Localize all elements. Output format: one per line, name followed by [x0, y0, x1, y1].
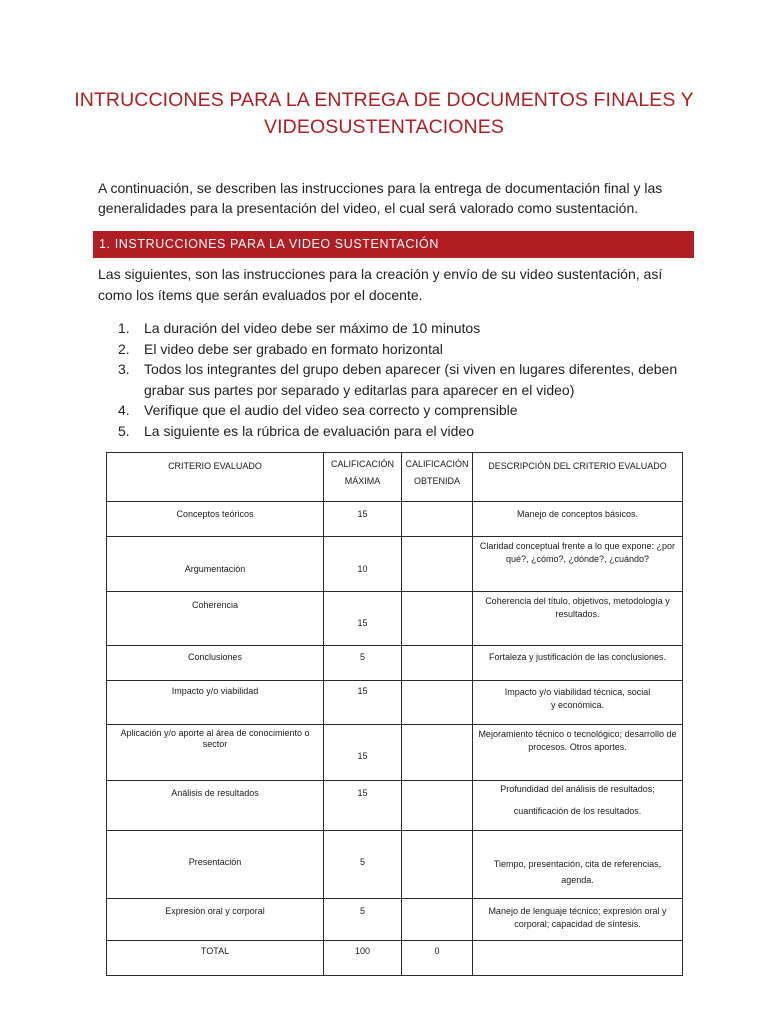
- cell-criterio: Argumentación: [107, 537, 324, 592]
- list-number: 2.: [118, 340, 130, 357]
- cell-criterio: Presentación: [107, 831, 324, 899]
- cell-total-label: TOTAL: [107, 941, 324, 976]
- cell-max: 5: [324, 646, 402, 681]
- cell-descripcion: Mejoramiento técnico o tecnológico; desarrollo de procesos. Otros aportes.: [473, 725, 683, 781]
- list-text: Todos los integrantes del grupo deben aparecer (si viven en lugares diferentes, deben grabar sus partes por separado y editarlas para aparecer en el video): [144, 361, 678, 398]
- cell-max: 15: [324, 502, 402, 537]
- header-descripcion: DESCRIPCIÓN DEL CRITERIO EVALUADO: [473, 453, 683, 502]
- cell-descripcion: Fortaleza y justificación de las conclusiones.: [473, 646, 683, 681]
- cell-max: 5: [324, 899, 402, 941]
- rubric-table: [106, 452, 683, 976]
- cell-max: 15: [324, 725, 402, 781]
- cell-criterio: Conceptos teóricos: [107, 502, 324, 537]
- table-header-row: [107, 453, 683, 502]
- cell-criterio: Coherencia: [107, 592, 324, 646]
- cell-descripcion: [473, 941, 683, 976]
- list-item: [118, 400, 698, 421]
- section-paragraph: Las siguientes, son las instrucciones para la creación y envío de su video sustentación, así como los ítems que serán evaluados por el docente.: [98, 266, 663, 303]
- cell-descripcion: Manejo de conceptos básicos.: [473, 502, 683, 537]
- cell-criterio: Conclusiones: [107, 646, 324, 681]
- cell-obtenida: [402, 781, 473, 831]
- list-text: Verifique que el audio del video sea correcto y comprensible: [144, 402, 518, 418]
- list-text: El video debe ser grabado en formato horizontal: [144, 340, 443, 357]
- cell-obtenida: [402, 646, 473, 681]
- header-calificacion-obtenida: CALIFICACIÓN OBTENIDA: [402, 453, 473, 502]
- cell-total-obtenida: 0: [402, 941, 473, 976]
- list-item: [118, 339, 698, 360]
- cell-max: 15: [324, 681, 402, 725]
- intro-paragraph: A continuación, se describen las instrucciones para la entrega de documentación final y las generalidades para la presentación del video, el cual será valorado como sustentación.: [98, 180, 663, 216]
- header-calificacion-maxima: CALIFICACIÓN MÁXIMA: [324, 453, 402, 502]
- cell-descripcion: Claridad conceptual frente a lo que expone: ¿por qué?, ¿cómo?, ¿dónde?, ¿cuándo?: [473, 537, 683, 592]
- title-line-1: INTRUCCIONES PARA LA ENTREGA DE DOCUMENTOS FINALES Y: [74, 89, 694, 111]
- list-item: [118, 318, 698, 339]
- list-item: [118, 421, 698, 442]
- list-number: 3.: [118, 361, 130, 377]
- cell-obtenida: [402, 502, 473, 537]
- cell-obtenida: [402, 899, 473, 941]
- cell-descripcion: Profundidad del análisis de resultados; cuantificación de los resultados.: [473, 781, 683, 831]
- title-line-2: VIDEOSUSTENTACIONES: [264, 116, 504, 138]
- table-row: [107, 781, 683, 831]
- cell-max: 10: [324, 537, 402, 592]
- table-row: [107, 646, 683, 681]
- cell-obtenida: [402, 537, 473, 592]
- table-row: [107, 681, 683, 725]
- instruction-list: [118, 318, 698, 441]
- list-text: La duración del video debe ser máximo de 10 minutos: [144, 320, 481, 336]
- table-row: [107, 502, 683, 537]
- cell-obtenida: [402, 831, 473, 899]
- cell-obtenida: [402, 592, 473, 646]
- cell-max: 15: [324, 592, 402, 646]
- list-number: 1.: [118, 320, 130, 336]
- list-text: La siguiente es la rúbrica de evaluación para el video: [144, 422, 474, 439]
- cell-criterio: Aplicación y/o aporte al área de conocimiento o sector: [107, 725, 324, 781]
- cell-criterio: Impacto y/o viabilidad: [107, 681, 324, 725]
- table-row: [107, 725, 683, 781]
- list-number: 5.: [118, 422, 130, 439]
- cell-descripcion: Coherencia del título, objetivos, metodología y resultados.: [473, 592, 683, 646]
- cell-descripcion: Manejo de lenguaje técnico; expresión oral y corporal; capacidad de síntesis.: [473, 899, 683, 941]
- cell-max: 5: [324, 831, 402, 899]
- cell-total-max: 100: [324, 941, 402, 976]
- cell-obtenida: [402, 681, 473, 725]
- header-criterio: CRITERIO EVALUADO: [107, 453, 324, 502]
- table-row: [107, 899, 683, 941]
- cell-max: 15: [324, 781, 402, 831]
- cell-criterio: Expresión oral y corporal: [107, 899, 324, 941]
- list-item: [118, 359, 698, 400]
- table-row: [107, 831, 683, 899]
- table-row-total: [107, 941, 683, 976]
- table-row: [107, 592, 683, 646]
- document-title: [60, 87, 708, 141]
- cell-criterio: Análisis de resultados: [107, 781, 324, 831]
- list-number: 4.: [118, 402, 130, 418]
- cell-descripcion: Impacto y/o viabilidad técnica, social y económica.: [473, 681, 683, 725]
- section-heading-bar: [93, 231, 694, 258]
- table-row: [107, 537, 683, 592]
- cell-descripcion: Tiempo, presentación, cita de referencias, agenda.: [473, 831, 683, 899]
- section-heading: 1. INSTRUCCIONES PARA LA VIDEO SUSTENTACIÓN: [99, 237, 439, 251]
- cell-obtenida: [402, 725, 473, 781]
